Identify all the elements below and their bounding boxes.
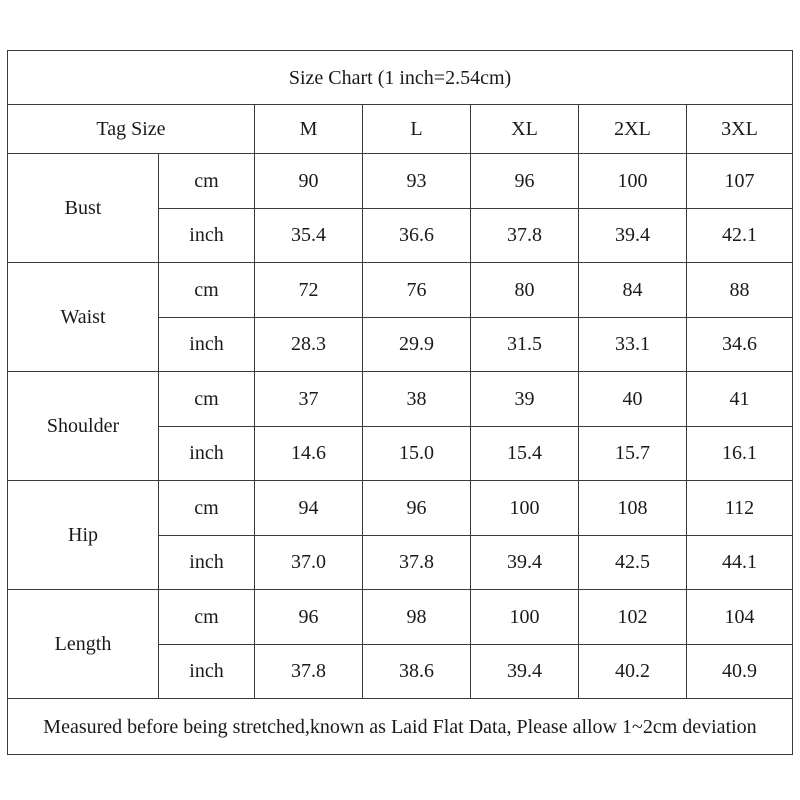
unit-label: cm xyxy=(159,263,255,318)
value-cell: 34.6 xyxy=(687,317,793,372)
value-cell: 84 xyxy=(579,263,687,318)
measurement-name-hip: Hip xyxy=(8,481,159,590)
tag-size-label: Tag Size xyxy=(8,105,255,154)
value-cell: 107 xyxy=(687,154,793,209)
table-row xyxy=(8,154,793,209)
unit-label: inch xyxy=(159,317,255,372)
value-cell: 38 xyxy=(363,372,471,427)
unit-label: cm xyxy=(159,481,255,536)
value-cell: 102 xyxy=(579,590,687,645)
chart-title: Size Chart (1 inch=2.54cm) xyxy=(8,51,793,105)
value-cell: 28.3 xyxy=(255,317,363,372)
table-row xyxy=(8,372,793,427)
value-cell: 100 xyxy=(471,481,579,536)
value-cell: 42.1 xyxy=(687,208,793,263)
value-cell: 40.9 xyxy=(687,644,793,699)
value-cell: 37 xyxy=(255,372,363,427)
unit-label: inch xyxy=(159,208,255,263)
value-cell: 96 xyxy=(255,590,363,645)
value-cell: 41 xyxy=(687,372,793,427)
value-cell: 37.0 xyxy=(255,535,363,590)
value-cell: 39.4 xyxy=(471,644,579,699)
value-cell: 14.6 xyxy=(255,426,363,481)
size-header-3xl: 3XL xyxy=(687,105,793,154)
unit-label: cm xyxy=(159,372,255,427)
value-cell: 15.7 xyxy=(579,426,687,481)
footnote: Measured before being stretched,known as Laid Flat Data, Please allow 1~2cm deviation xyxy=(8,699,793,755)
measurement-name-shoulder: Shoulder xyxy=(8,372,159,481)
size-header-xl: XL xyxy=(471,105,579,154)
value-cell: 104 xyxy=(687,590,793,645)
value-cell: 100 xyxy=(579,154,687,209)
value-cell: 93 xyxy=(363,154,471,209)
unit-label: cm xyxy=(159,590,255,645)
size-chart-table xyxy=(7,50,793,755)
size-header-l: L xyxy=(363,105,471,154)
table-row xyxy=(8,590,793,645)
value-cell: 39.4 xyxy=(579,208,687,263)
unit-label: inch xyxy=(159,644,255,699)
value-cell: 39.4 xyxy=(471,535,579,590)
value-cell: 80 xyxy=(471,263,579,318)
title-row xyxy=(8,51,793,105)
header-row xyxy=(8,105,793,154)
value-cell: 40.2 xyxy=(579,644,687,699)
value-cell: 15.0 xyxy=(363,426,471,481)
value-cell: 76 xyxy=(363,263,471,318)
value-cell: 37.8 xyxy=(471,208,579,263)
table-row xyxy=(8,481,793,536)
unit-label: inch xyxy=(159,535,255,590)
value-cell: 88 xyxy=(687,263,793,318)
size-header-m: M xyxy=(255,105,363,154)
value-cell: 90 xyxy=(255,154,363,209)
value-cell: 98 xyxy=(363,590,471,645)
table-row xyxy=(8,263,793,318)
value-cell: 37.8 xyxy=(255,644,363,699)
value-cell: 35.4 xyxy=(255,208,363,263)
value-cell: 33.1 xyxy=(579,317,687,372)
value-cell: 38.6 xyxy=(363,644,471,699)
value-cell: 40 xyxy=(579,372,687,427)
value-cell: 42.5 xyxy=(579,535,687,590)
measurement-name-waist: Waist xyxy=(8,263,159,372)
value-cell: 108 xyxy=(579,481,687,536)
value-cell: 36.6 xyxy=(363,208,471,263)
value-cell: 44.1 xyxy=(687,535,793,590)
measurement-name-bust: Bust xyxy=(8,154,159,263)
value-cell: 39 xyxy=(471,372,579,427)
value-cell: 29.9 xyxy=(363,317,471,372)
footnote-row xyxy=(8,699,793,755)
size-header-2xl: 2XL xyxy=(579,105,687,154)
value-cell: 72 xyxy=(255,263,363,318)
value-cell: 100 xyxy=(471,590,579,645)
value-cell: 112 xyxy=(687,481,793,536)
unit-label: cm xyxy=(159,154,255,209)
value-cell: 16.1 xyxy=(687,426,793,481)
value-cell: 96 xyxy=(363,481,471,536)
value-cell: 31.5 xyxy=(471,317,579,372)
value-cell: 94 xyxy=(255,481,363,536)
value-cell: 96 xyxy=(471,154,579,209)
value-cell: 15.4 xyxy=(471,426,579,481)
value-cell: 37.8 xyxy=(363,535,471,590)
measurement-name-length: Length xyxy=(8,590,159,699)
unit-label: inch xyxy=(159,426,255,481)
